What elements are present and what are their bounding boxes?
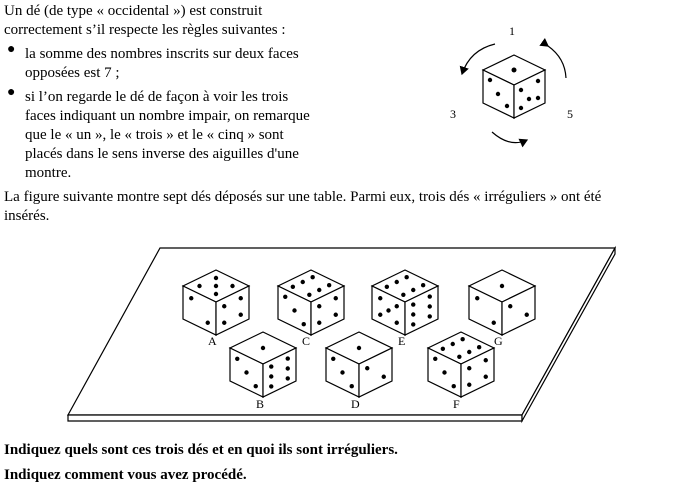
- bullet: ●: [7, 42, 16, 57]
- intro-line-2: correctement s’il respecte les règles suivantes :: [4, 22, 286, 38]
- die-pip: [475, 296, 479, 300]
- die-pip: [378, 313, 382, 317]
- die-pip: [492, 321, 496, 325]
- die-pip: [477, 345, 481, 349]
- die-pip: [500, 284, 504, 288]
- die-pip: [428, 304, 432, 308]
- die-pip: [382, 375, 386, 379]
- die-pip: [411, 322, 415, 326]
- die-pip: [317, 321, 321, 325]
- die-pip: [197, 284, 201, 288]
- die-pip: [467, 350, 471, 354]
- die-pip: [331, 357, 335, 361]
- die-pip: [269, 384, 273, 388]
- rule-1-line-1: la somme des nombres inscrits sur deux faces: [25, 46, 299, 62]
- die-pip: [411, 312, 415, 316]
- rule-2-line-5: montre.: [25, 165, 72, 181]
- die-pip: [302, 322, 306, 326]
- die-pip: [244, 370, 248, 374]
- die-pip: [292, 308, 296, 312]
- die-pip: [340, 370, 344, 374]
- die-pip: [350, 384, 354, 388]
- die-pip: [452, 384, 456, 388]
- die-pip: [317, 304, 321, 308]
- die-label-e: E: [398, 334, 406, 348]
- die-pip: [357, 346, 361, 350]
- die-label-g: G: [494, 334, 503, 348]
- die-pip: [214, 292, 218, 296]
- rule-2-line-3: que le « un », le « trois » et le « cinq » sont: [25, 127, 284, 143]
- die-pip: [214, 284, 218, 288]
- die-pip: [317, 288, 321, 292]
- ref-label-left: 3: [450, 107, 456, 121]
- ref-label-top: 1: [509, 24, 515, 38]
- paragraph-line-1: La figure suivante montre sept dés déposés sur une table. Parmi eux, trois dés « irréguliers » ont été: [4, 189, 602, 205]
- die-pip: [365, 366, 369, 370]
- die-pip: [189, 296, 193, 300]
- die-pip: [235, 357, 239, 361]
- die-label-b: B: [256, 397, 265, 411]
- die-pip: [222, 321, 226, 325]
- die-pip: [401, 293, 405, 297]
- die-pip: [269, 364, 273, 368]
- die-label-f: F: [453, 397, 460, 411]
- table: [68, 248, 615, 421]
- die-pip: [334, 313, 338, 317]
- question-1: Indiquez quels sont ces trois dés et en quoi ils sont irréguliers.: [4, 442, 398, 458]
- die-pip: [441, 347, 445, 351]
- rule-2-line-2: faces indiquant un nombre impair, on remarque: [25, 108, 310, 124]
- die-pip: [206, 321, 210, 325]
- intro-line-1: Un dé (de type « occidental ») est construit: [4, 3, 263, 19]
- die-pip: [269, 374, 273, 378]
- die-pip: [484, 358, 488, 362]
- die-pip: [433, 357, 437, 361]
- die-pip: [254, 384, 258, 388]
- die-pip: [428, 314, 432, 318]
- die-pip: [310, 275, 314, 279]
- die-pip: [525, 313, 529, 317]
- die-pip: [307, 293, 311, 297]
- die-pip: [239, 313, 243, 317]
- die-pip: [327, 283, 331, 287]
- die-pip: [291, 285, 295, 289]
- die-pip: [261, 346, 265, 350]
- die-pip: [395, 304, 399, 308]
- die-pip: [239, 296, 243, 300]
- question-2: Indiquez comment vous avez procédé.: [4, 467, 247, 483]
- rule-1-line-2: opposées est 7 ;: [25, 65, 120, 81]
- die-pip: [385, 285, 389, 289]
- die-pip: [334, 296, 338, 300]
- die-pip: [484, 375, 488, 379]
- die-pip: [411, 302, 415, 306]
- die-pip: [404, 275, 408, 279]
- die-pip: [286, 356, 290, 360]
- die-pip: [283, 295, 287, 299]
- die-pip: [467, 366, 471, 370]
- die-pip: [386, 308, 390, 312]
- die-pip: [442, 370, 446, 374]
- die-pip: [230, 284, 234, 288]
- ref-label-right: 5: [567, 107, 573, 121]
- rule-2-line-1: si l’on regarde le dé de façon à voir les trois: [25, 89, 289, 105]
- die-pip: [467, 383, 471, 387]
- die-pip: [222, 304, 226, 308]
- die-pip: [395, 280, 399, 284]
- bullet: ●: [7, 85, 16, 100]
- die-pip: [451, 342, 455, 346]
- die-pip: [395, 321, 399, 325]
- die-pip: [411, 288, 415, 292]
- die-pip: [286, 366, 290, 370]
- die-pip: [214, 276, 218, 280]
- die-pip: [378, 296, 382, 300]
- die-label-c: C: [302, 334, 311, 348]
- die-pip: [457, 355, 461, 359]
- die-pip: [508, 304, 512, 308]
- rule-2-line-4: placés dans le sens inverse des aiguilles d'une: [25, 146, 299, 162]
- die-label-d: D: [351, 397, 360, 411]
- die-pip: [421, 283, 425, 287]
- paragraph-line-2: insérés.: [4, 208, 50, 224]
- die-pip: [428, 294, 432, 298]
- die-label-a: A: [208, 334, 217, 348]
- die-pip: [286, 376, 290, 380]
- die-pip: [460, 337, 464, 341]
- die-pip: [301, 280, 305, 284]
